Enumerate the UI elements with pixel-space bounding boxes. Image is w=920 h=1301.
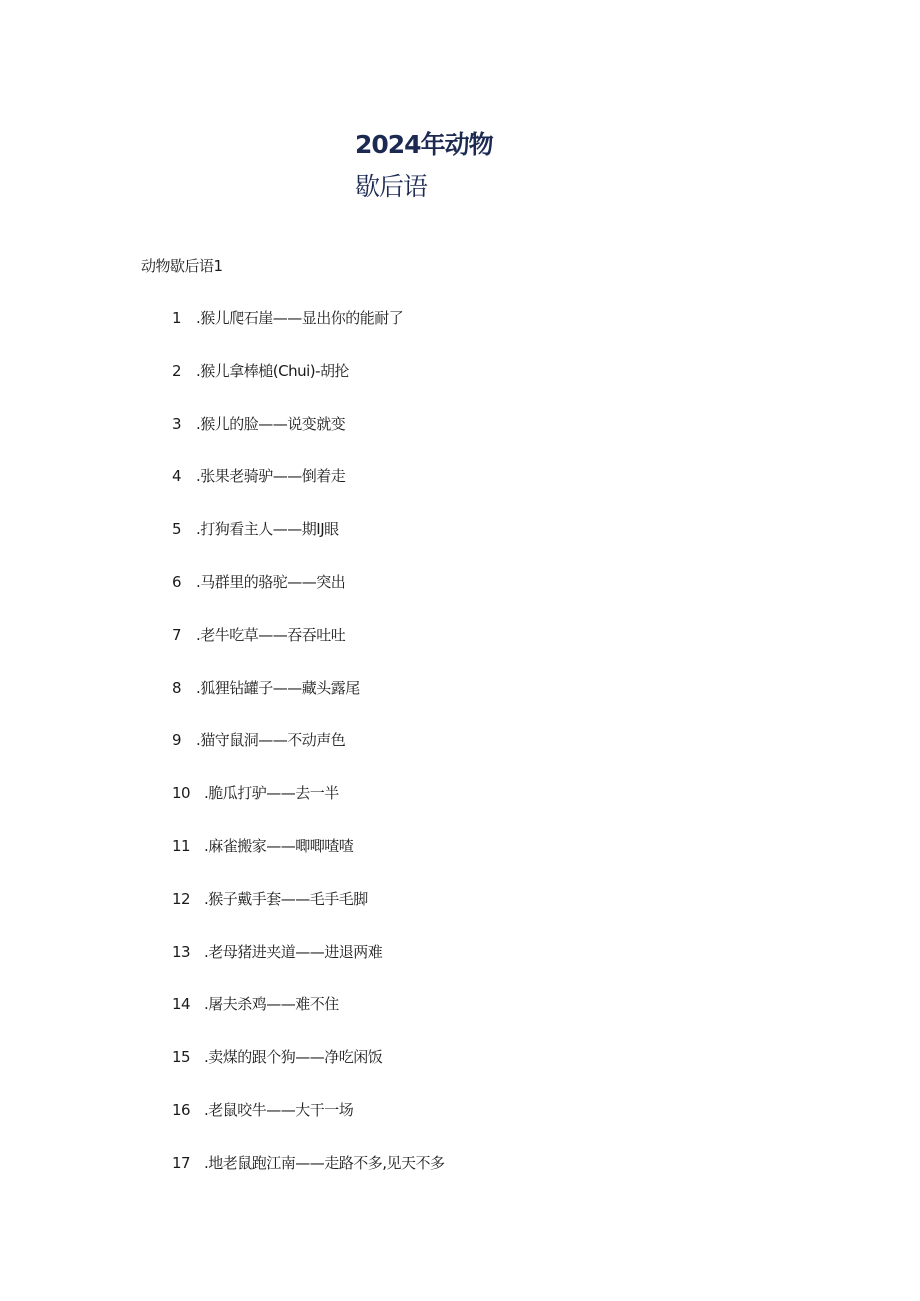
list-item bbox=[0, 993, 920, 1046]
list-item bbox=[0, 1046, 920, 1099]
list-item bbox=[0, 307, 920, 360]
list-item bbox=[0, 729, 920, 782]
list-item bbox=[0, 1152, 920, 1205]
item-number: 7 bbox=[172, 625, 182, 644]
item-text: .老牛吃草——吞吞吐吐 bbox=[196, 625, 346, 644]
item-number: 15 bbox=[172, 1048, 191, 1067]
item-text: .屠夫杀鸡——难不住 bbox=[204, 995, 339, 1014]
item-number: 14 bbox=[172, 995, 191, 1014]
document-title bbox=[355, 124, 493, 208]
list-item bbox=[0, 835, 920, 888]
item-number: 1 bbox=[172, 309, 182, 327]
list-item bbox=[0, 782, 920, 835]
list-item bbox=[0, 571, 920, 624]
list-item bbox=[0, 413, 920, 466]
item-number: 10 bbox=[172, 784, 191, 803]
item-text: .猴儿的脸——说变就变 bbox=[196, 414, 346, 433]
item-text: .狐狸钻罐子——藏头露尾 bbox=[196, 678, 360, 697]
item-number: 13 bbox=[172, 942, 191, 961]
list-item bbox=[0, 677, 920, 730]
item-number: 8 bbox=[172, 678, 182, 697]
title-line-1: 2024年动物 bbox=[355, 130, 493, 159]
item-text: .猴子戴手套——毛手毛脚 bbox=[204, 889, 368, 908]
item-text: .马群里的骆驼——突出 bbox=[196, 572, 346, 591]
item-number: 11 bbox=[172, 836, 191, 855]
item-number: 4 bbox=[172, 467, 182, 486]
proverb-list bbox=[0, 307, 920, 1205]
list-item bbox=[0, 360, 920, 413]
item-text: .脆瓜打驴——去一半 bbox=[204, 784, 339, 803]
list-item bbox=[0, 941, 920, 994]
item-text: .老鼠咬牛——大干一场 bbox=[204, 1100, 354, 1119]
item-number: 5 bbox=[172, 520, 182, 539]
list-item bbox=[0, 624, 920, 677]
item-number: 16 bbox=[172, 1100, 191, 1119]
item-text: .老母猪进夹道——进退两难 bbox=[204, 942, 383, 961]
item-text: .猴儿拿棒槌(Chui)-胡抡 bbox=[196, 361, 350, 380]
item-number: 3 bbox=[172, 414, 182, 433]
list-item bbox=[0, 1099, 920, 1152]
item-number: 9 bbox=[172, 731, 182, 750]
list-item bbox=[0, 465, 920, 518]
item-number: 12 bbox=[172, 889, 191, 908]
list-item bbox=[0, 518, 920, 571]
item-text: .麻雀搬家——唧唧喳喳 bbox=[204, 836, 354, 855]
item-text: .猴儿爬石崖——显出你的能耐了 bbox=[196, 309, 404, 327]
title-line-2: 歇后语 bbox=[355, 172, 428, 201]
item-number: 17 bbox=[172, 1153, 191, 1172]
item-text: .猫守鼠洞——不动声色 bbox=[196, 731, 346, 750]
section-heading: 动物歇后语1 bbox=[141, 257, 223, 275]
item-text: .打狗看主人——期IJ眼 bbox=[196, 520, 339, 539]
item-text: .地老鼠跑江南——走路不多,见天不多 bbox=[204, 1153, 445, 1172]
item-number: 2 bbox=[172, 361, 182, 380]
item-text: .卖煤的跟个狗——净吃闲饭 bbox=[204, 1048, 383, 1067]
item-text: .张果老骑驴——倒着走 bbox=[196, 467, 346, 486]
item-number: 6 bbox=[172, 572, 182, 591]
list-item bbox=[0, 888, 920, 941]
